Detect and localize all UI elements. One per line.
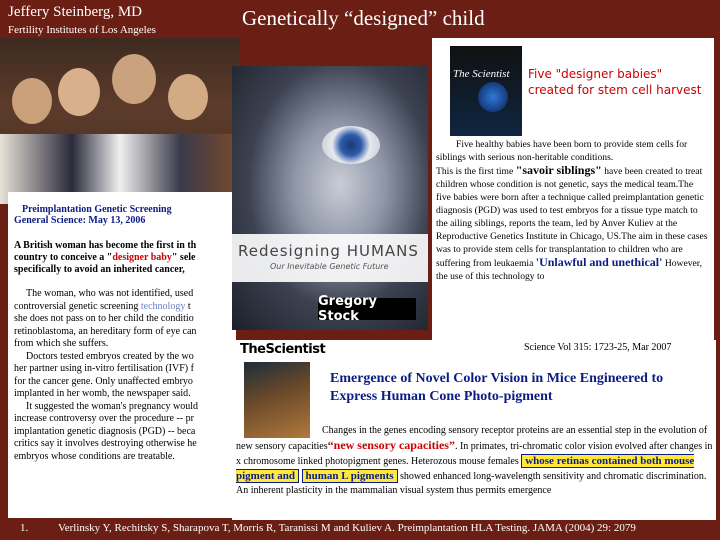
footer-ref-number: 1. bbox=[20, 522, 29, 534]
human-pigments-highlight: human L pigments bbox=[302, 469, 398, 483]
family-photo bbox=[0, 38, 240, 204]
technology-link[interactable]: technology bbox=[140, 300, 186, 312]
designer-babies-headline: Five "designer babies" created for stem cell harvest bbox=[528, 67, 702, 97]
article-body-line: Doctors tested embryos created by the wo bbox=[26, 350, 194, 362]
article-body-line: for the cancer gene. Only unaffected embryo bbox=[14, 375, 193, 387]
color-vision-headline: Emergence of Novel Color Vision in Mice Engineered to Express Human Cone Photo-pigment bbox=[330, 371, 664, 404]
book-title: Redesigning HUMANS bbox=[238, 242, 419, 260]
science-citation: Science Vol 315: 1723-25, Mar 2007 bbox=[524, 342, 672, 353]
right-article-body bbox=[436, 138, 710, 283]
footer-reference: Verlinsky Y, Rechitsky S, Sharapova T, Morris R, Taranissi M and Kuliev A. Preimplantation HLA Testing. JAMA (2004) 29: 2079 bbox=[58, 522, 636, 534]
article-body-line1: The woman, who was not identified, used bbox=[26, 288, 194, 299]
magazine-cover-graphic bbox=[478, 82, 508, 112]
magazine-masthead-2: TheScientist bbox=[240, 342, 326, 357]
article-body-line: she does not pass on to her child the conditio bbox=[14, 313, 194, 324]
photo-person-2 bbox=[58, 68, 100, 116]
article-body-line2: controversial genetic screening technology t bbox=[14, 300, 191, 312]
slide-title: Genetically “designed” child bbox=[242, 6, 485, 30]
photo-person-1 bbox=[12, 78, 52, 124]
sensory-capacities-highlight: “new sensory capacities” bbox=[327, 438, 455, 452]
right-article-intro: Five healthy babies have been born to provide stem cells for siblings with serious non-heritable conditions. bbox=[436, 139, 688, 163]
savoir-siblings-highlight: "savoir siblings" bbox=[515, 163, 602, 177]
photo-person-3 bbox=[112, 54, 156, 104]
article-body-line: implanted in her womb, the newspaper said. bbox=[14, 388, 191, 399]
institute-name: Fertility Institutes of Los Angeles bbox=[8, 24, 156, 36]
book-eye-graphic bbox=[322, 126, 380, 164]
book-cover-image bbox=[232, 66, 428, 330]
left-article-panel bbox=[8, 192, 236, 518]
retina-highlight: whose retinas contained both mouse pigment and bbox=[236, 455, 695, 482]
article-body-line: embryos whose conditions are treatable. bbox=[14, 450, 175, 462]
article-body-line: implantation genetic diagnosis (PGD) -- beca bbox=[14, 425, 196, 437]
bottom-article-panel bbox=[232, 340, 716, 520]
bottom-article-body: Changes in the genes encoding sensory receptor proteins are an essential step in the evolution of new sensory capacities“new sensory capacities”. In primates, tri-chromatic color vision evolved after changes in x chromosome linked photopigment genes. Heterozous mouse females whose retinas contained both mouse pigment and human L pigments showed enhanced long-wavelength sensitivity and chromatic discrimination. An inherent plasticity in the mammalian visual system thus permits emergence bbox=[236, 425, 713, 496]
article-lead-line2: country to conceive a "designer baby" sele bbox=[14, 252, 196, 263]
unethical-highlight: 'Unlawful and unethical' bbox=[535, 255, 663, 269]
article-body-line: her partner using in-vitro fertilisation (IVF) f bbox=[14, 363, 194, 374]
magazine-masthead: The Scientist bbox=[453, 68, 510, 80]
article-body-line: increase controversy over the procedure -- pr bbox=[14, 413, 194, 424]
article-source-title: Preimplantation Genetic Screening bbox=[22, 204, 172, 215]
article-lead-line3: specifically to avoid an inherited cancer, bbox=[14, 264, 185, 275]
right-article-paragraph: This is the first time "savoir siblings" have been created to treat children whose condition is not genetic, says the medical team.The five babies were born after a technique called preimplantation genetic diagnosis (PGD) was used to test embryos for a tissue type match to the ailing siblings, reports the team, led by Anver Kuliev at the Reproductive Genetics Institute in Chicago, US.The aim in these cases was to provide stem cells for transplantation to children who are suffering from leukaemia 'Unlawful and unethical' However, the use of this technology to bbox=[436, 163, 708, 282]
book-subtitle: Our Inevitable Genetic Future bbox=[270, 262, 389, 271]
article-body-line: retinoblastoma, an hereditary form of eye can bbox=[14, 325, 197, 337]
photo-person-4 bbox=[168, 74, 208, 120]
article-body-line: critics say it involves destroying otherwise he bbox=[14, 438, 197, 449]
author-name: Jeffery Steinberg, MD bbox=[8, 4, 143, 20]
article-body-line: It suggested the woman's pregnancy would bbox=[26, 400, 199, 412]
scientist-magazine-cover bbox=[450, 46, 522, 136]
article-body-line: from which she suffers. bbox=[14, 338, 109, 349]
article-lead-line1: A British woman has become the first in th bbox=[14, 240, 197, 251]
article-source-date: General Science: May 13, 2006 bbox=[14, 215, 146, 226]
designer-baby-highlight: designer baby bbox=[112, 252, 172, 263]
right-article-panel bbox=[432, 38, 714, 340]
book-author-label: Gregory Stock bbox=[318, 298, 416, 320]
